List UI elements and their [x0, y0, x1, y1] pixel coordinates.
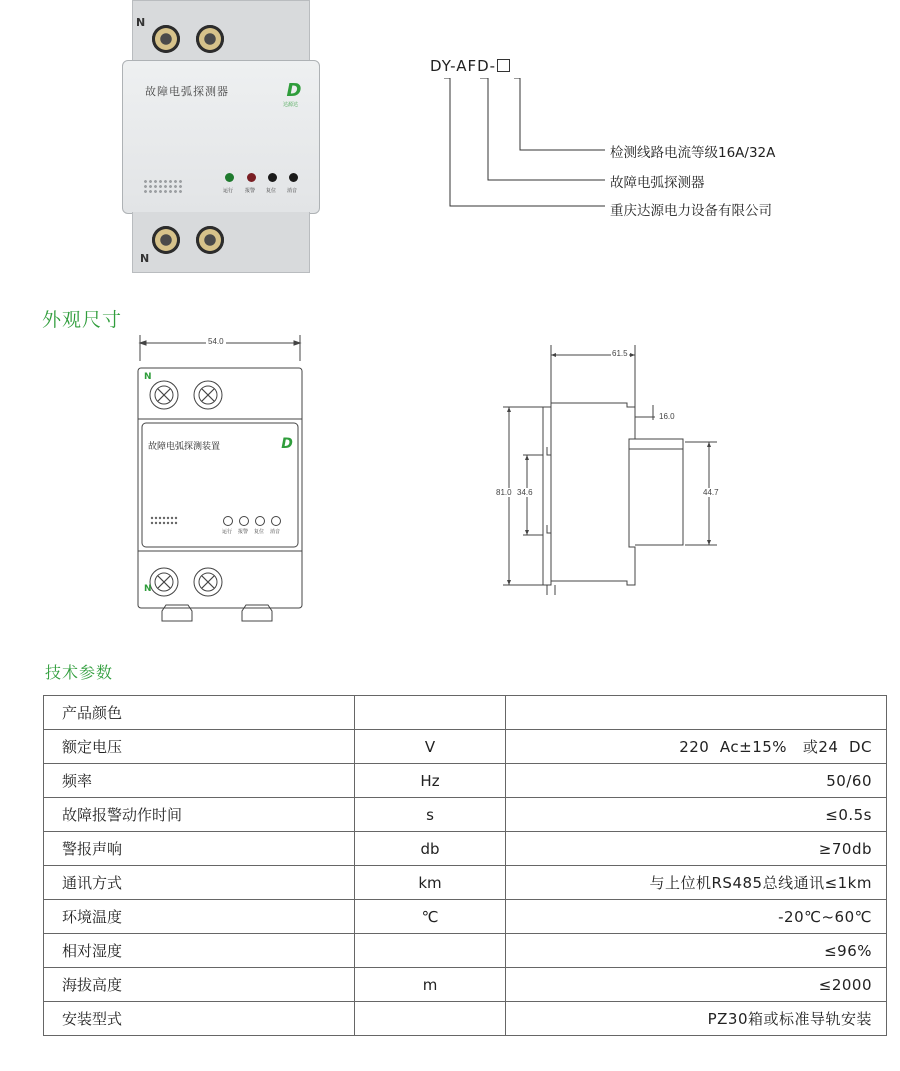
front-button-label: 复位	[254, 529, 265, 535]
side-step-dimension: 16.0	[659, 412, 675, 421]
spec-name: 额定电压	[44, 730, 355, 764]
spec-value: ≥70db	[506, 832, 887, 866]
table-row	[44, 764, 887, 798]
table-row	[44, 968, 887, 1002]
table-row	[44, 900, 887, 934]
indicator-label: 报警	[245, 188, 256, 194]
brand-logo-icon: D	[286, 80, 302, 101]
brand-logo-text: 达源达	[283, 102, 299, 108]
spec-unit: s	[355, 798, 506, 832]
indicator-label: 运行	[223, 188, 234, 194]
dimensions-heading: 外观尺寸	[42, 309, 123, 331]
model-desc-type: 故障电弧探测器	[610, 175, 705, 191]
run-led-icon	[225, 173, 234, 182]
spec-name: 安装型式	[44, 1002, 355, 1036]
spec-name: 相对湿度	[44, 934, 355, 968]
spec-unit: Hz	[355, 764, 506, 798]
model-code-leader-lines	[440, 78, 620, 218]
indicator-label: 复位	[266, 188, 277, 194]
spec-name: 海拔高度	[44, 968, 355, 1002]
model-desc-company: 重庆达源电力设备有限公司	[610, 203, 772, 219]
indicator-label: 消音	[287, 188, 298, 194]
spec-unit: db	[355, 832, 506, 866]
front-button-label: 消音	[270, 529, 281, 535]
model-code-text: DY-AFD-	[430, 57, 497, 75]
spec-value: ≤96%	[506, 934, 887, 968]
spec-unit: ℃	[355, 900, 506, 934]
spec-name: 故障报警动作时间	[44, 798, 355, 832]
spec-value: -20℃~60℃	[506, 900, 887, 934]
front-device-title: 故障电弧探测装置	[148, 442, 221, 452]
alarm-led-icon	[247, 173, 256, 182]
front-terminal-label-top: N	[144, 372, 152, 382]
front-button-label: 报警	[238, 529, 249, 535]
spec-unit: km	[355, 866, 506, 900]
product-photo	[122, 0, 320, 272]
front-logo-icon: D	[281, 436, 293, 452]
reset-button[interactable]	[268, 173, 277, 182]
spec-unit: V	[355, 730, 506, 764]
spec-unit	[355, 1002, 506, 1036]
spec-value: ≤0.5s	[506, 798, 887, 832]
spec-name: 警报声响	[44, 832, 355, 866]
spec-value: ≤2000	[506, 968, 887, 1002]
spec-name: 频率	[44, 764, 355, 798]
table-row	[44, 1002, 887, 1036]
table-row	[44, 934, 887, 968]
spec-name: 环境温度	[44, 900, 355, 934]
table-row	[44, 866, 887, 900]
model-code-box	[497, 59, 510, 72]
spec-value: 220 Ac±15% 或24 DC	[506, 730, 887, 764]
table-row	[44, 798, 887, 832]
side-height-dimension: 81.0	[496, 488, 512, 497]
speaker-vent	[143, 179, 183, 195]
side-depth-dimension: 61.5	[612, 349, 628, 358]
front-view-drawing	[130, 333, 310, 633]
terminal-label-bottom: N	[140, 252, 150, 265]
table-row	[44, 730, 887, 764]
spec-value	[506, 696, 887, 730]
model-desc-current: 检测线路电流等级16A/32A	[610, 145, 776, 161]
spec-unit: m	[355, 968, 506, 1002]
device-front-panel	[122, 60, 320, 214]
specs-heading: 技术参数	[45, 663, 114, 682]
spec-value: PZ30箱或标准导轨安装	[506, 1002, 887, 1036]
spec-unit	[355, 696, 506, 730]
terminal-screw	[152, 226, 180, 254]
spec-name: 通讯方式	[44, 866, 355, 900]
specs-table	[43, 695, 887, 1036]
table-row	[44, 696, 887, 730]
table-row	[44, 832, 887, 866]
device-title: 故障电弧探测器	[145, 85, 229, 98]
front-terminal-label-bottom: N	[144, 584, 152, 594]
front-width-dimension: 54.0	[208, 337, 224, 346]
front-button-label: 运行	[222, 529, 233, 535]
terminal-screw	[152, 25, 180, 53]
spec-value: 与上位机RS485总线通讯≤1km	[506, 866, 887, 900]
model-code	[430, 57, 510, 75]
terminal-label-top: N	[136, 16, 146, 29]
side-view-drawing	[495, 345, 735, 605]
terminal-screw	[196, 25, 224, 53]
side-window-dimension: 44.7	[703, 488, 719, 497]
mute-button[interactable]	[289, 173, 298, 182]
spec-unit	[355, 934, 506, 968]
terminal-screw	[196, 226, 224, 254]
spec-name: 产品颜色	[44, 696, 355, 730]
side-rail-dimension: 34.6	[517, 488, 533, 497]
spec-value: 50/60	[506, 764, 887, 798]
